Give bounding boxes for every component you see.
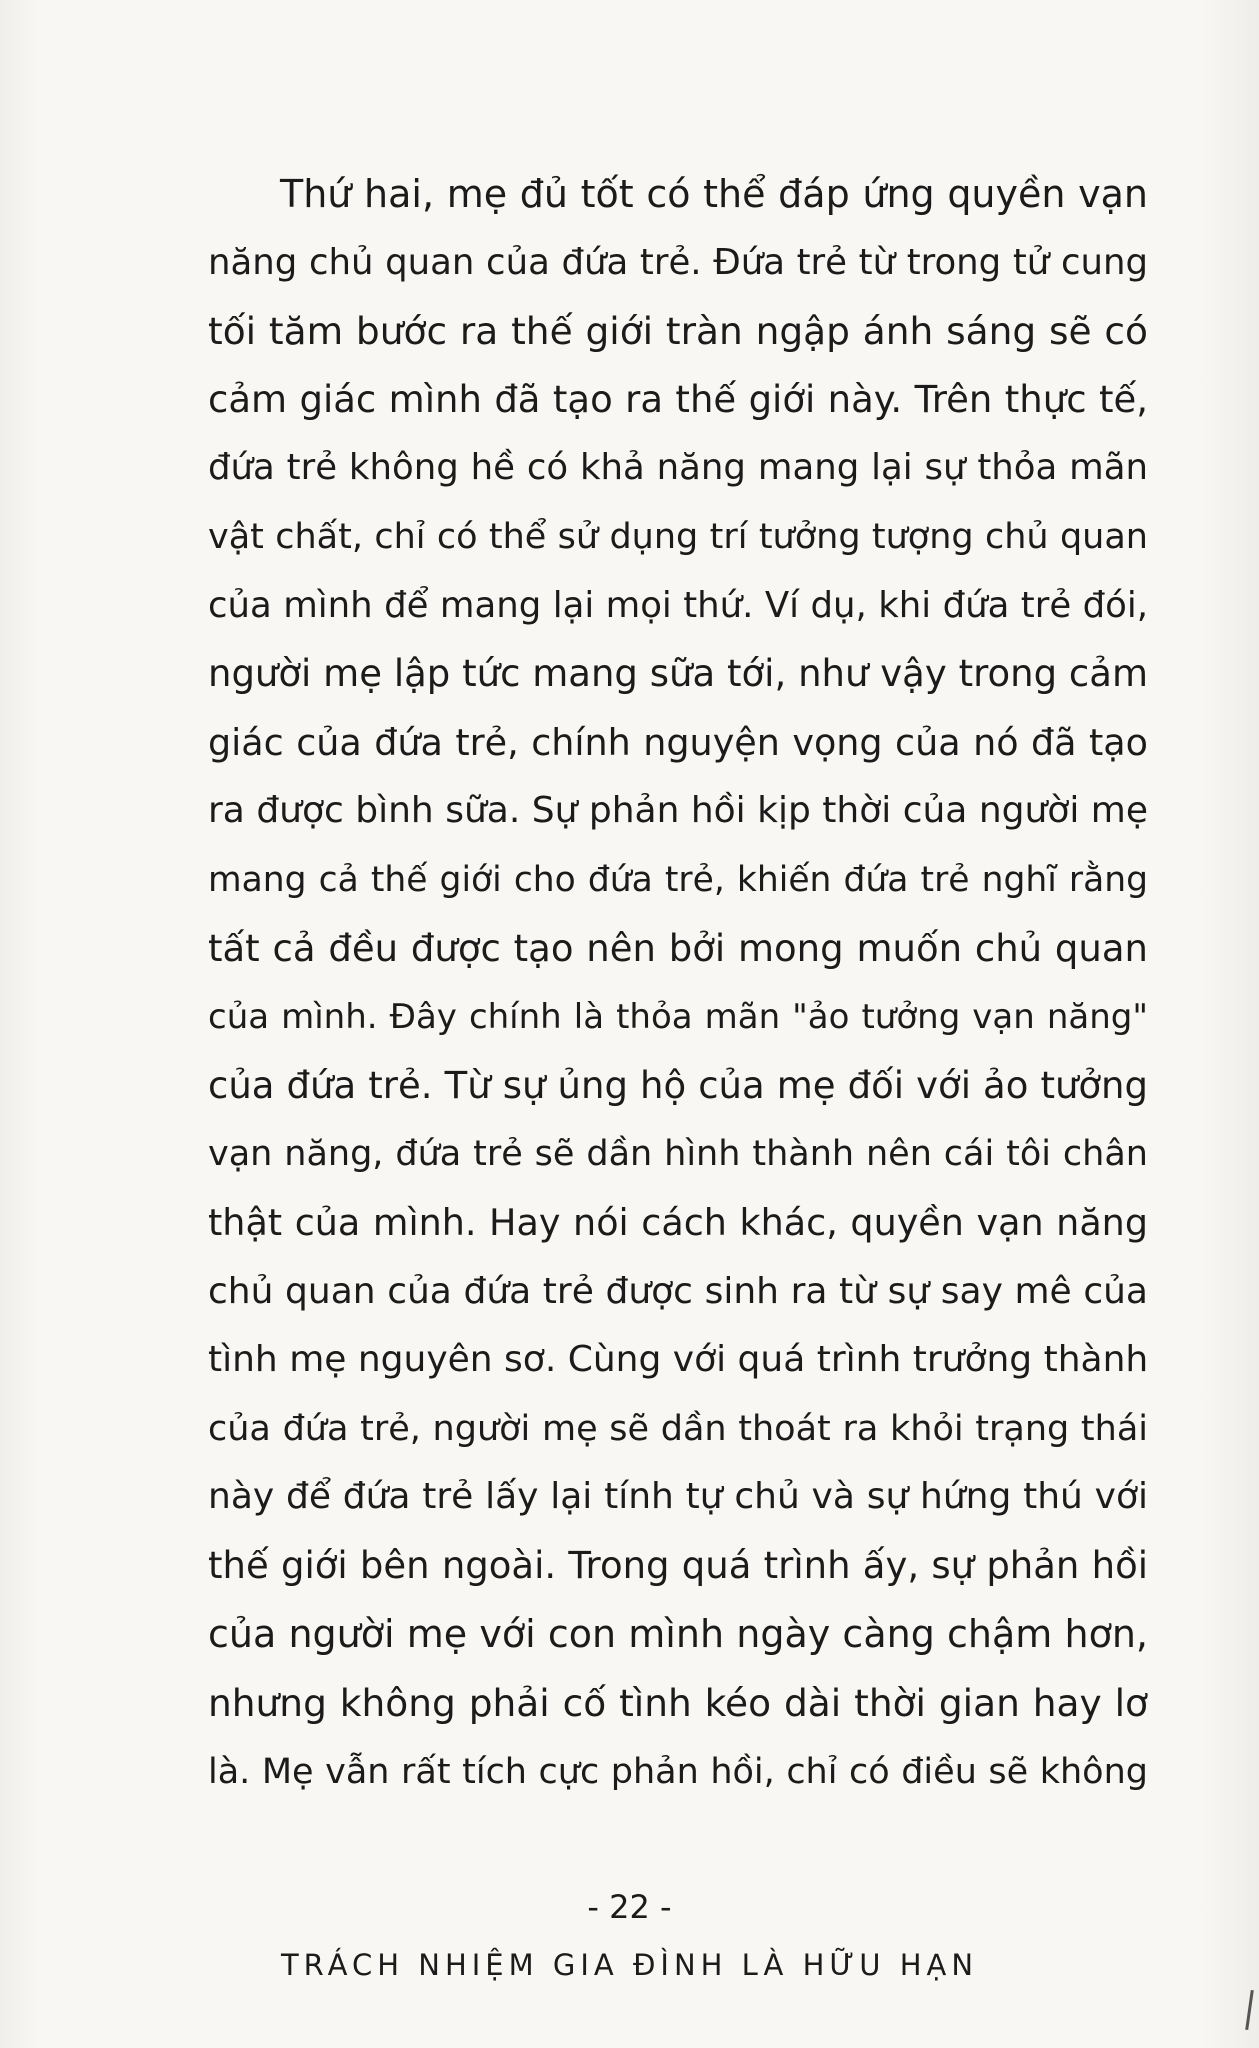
text-line: năng chủ quan của đứa trẻ. Đứa trẻ từ trong tử cung <box>208 241 1148 283</box>
text-line: của mình để mang lại mọi thứ. Ví dụ, khi đứa trẻ đói, <box>208 584 1148 626</box>
text-line: tình mẹ nguyên sơ. Cùng với quá trình trưởng thành <box>208 1339 1149 1381</box>
text-line: tối tăm bước ra thế giới tràn ngập ánh sáng sẽ có <box>208 309 1148 354</box>
page-number: - 22 - <box>587 1888 672 1926</box>
text-line: vật chất, chỉ có thể sử dụng trí tưởng tượng chủ quan <box>208 516 1148 557</box>
text-line: ra được bình sữa. Sự phản hồi kịp thời của người mẹ <box>208 790 1148 832</box>
text-line: này để đứa trẻ lấy lại tính tự chủ và sự hứng thú với <box>208 1476 1148 1518</box>
text-line: người mẹ lập tức mang sữa tới, như vậy trong cảm <box>208 652 1148 696</box>
text-line: của mình. Đây chính là thỏa mãn "ảo tưởng vạn năng" <box>208 997 1148 1038</box>
text-line: vạn năng, đứa trẻ sẽ dần hình thành nên cái tôi chân <box>208 1134 1148 1175</box>
text-line: là. Mẹ vẫn rất tích cực phản hồi, chỉ có điều sẽ không <box>208 1751 1148 1792</box>
page-edge-mark <box>1245 1990 1254 2030</box>
text-line: nhưng không phải cố tình kéo dài thời gian hay lơ <box>208 1681 1148 1726</box>
body-text <box>208 160 1148 1806</box>
text-line: của người mẹ với con mình ngày càng chậm hơn, <box>208 1612 1148 1657</box>
text-line: Thứ hai, mẹ đủ tốt có thể đáp ứng quyền vạn <box>280 172 1148 216</box>
text-line: của đứa trẻ, người mẹ sẽ dần thoát ra khỏi trạng thái <box>208 1408 1148 1449</box>
text-line: thật của mình. Hay nói cách khác, quyền vạn năng <box>208 1200 1148 1244</box>
running-footer-title: TRÁCH NHIỆM GIA ĐÌNH LÀ HỮU HẠN <box>280 1948 979 1982</box>
text-line: thế giới bên ngoài. Trong quá trình ấy, sự phản hồi <box>208 1543 1148 1587</box>
text-line: chủ quan của đứa trẻ được sinh ra từ sự say mê của <box>208 1270 1148 1312</box>
text-line: mang cả thế giới cho đứa trẻ, khiến đứa trẻ nghĩ rằng <box>208 859 1148 900</box>
text-line: giác của đứa trẻ, chính nguyện vọng của nó đã tạo <box>208 720 1148 764</box>
text-line: cảm giác mình đã tạo ra thế giới này. Trên thực tế, <box>208 377 1148 421</box>
text-line: đứa trẻ không hề có khả năng mang lại sự thỏa mãn <box>208 447 1148 489</box>
text-line: của đứa trẻ. Từ sự ủng hộ của mẹ đối với ảo tưởng <box>208 1063 1148 1107</box>
text-line: tất cả đều được tạo nên bởi mong muốn chủ quan <box>208 926 1148 970</box>
